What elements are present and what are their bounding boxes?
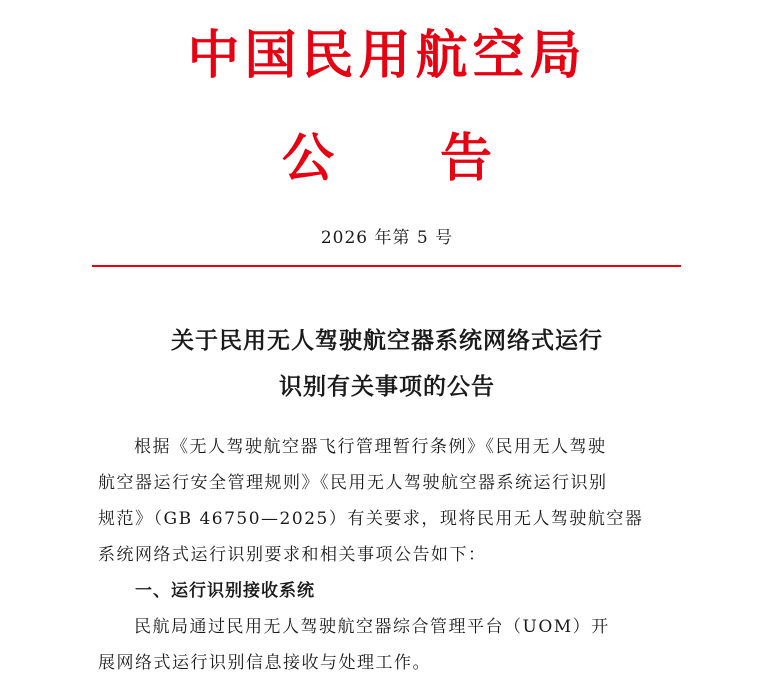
document-title-line-2: 识别有关事项的公告 [279, 374, 495, 400]
intro-line-2: 航空器运行安全管理规则》《民用无人驾驶航空器系统运行识别 [98, 473, 608, 493]
section-1-paragraph [98, 609, 681, 681]
document-type [0, 122, 774, 196]
red-divider [92, 265, 681, 267]
section-1-line-1: 民航局通过民用无人驾驶航空器综合管理平台（UOM）开 [134, 617, 610, 637]
document-title-line-1: 关于民用无人驾驶航空器系统网络式运行 [171, 328, 603, 354]
intro-line-1: 根据《无人驾驶航空器飞行管理暂行条例》《民用无人驾驶 [134, 437, 607, 457]
document-title [0, 318, 774, 410]
intro-line-4: 系统网络式运行识别要求和相关事项公告如下： [98, 545, 487, 565]
issuer-name: 中国民用航空局 [187, 26, 587, 86]
intro-paragraph [98, 429, 681, 573]
document-number: 2026 年第 5 号 [320, 228, 454, 248]
section-1-line-2: 展网络式运行识别信息接收与处理工作。 [98, 653, 431, 673]
document-type-char-2: 告 [440, 129, 493, 189]
intro-line-3: 规范》（GB 46750—2025）有关要求，现将民用无人驾驶航空器 [98, 509, 644, 529]
document-type-char-1: 公 [281, 129, 334, 189]
section-1-heading: 一、运行识别接收系统 [135, 581, 315, 601]
